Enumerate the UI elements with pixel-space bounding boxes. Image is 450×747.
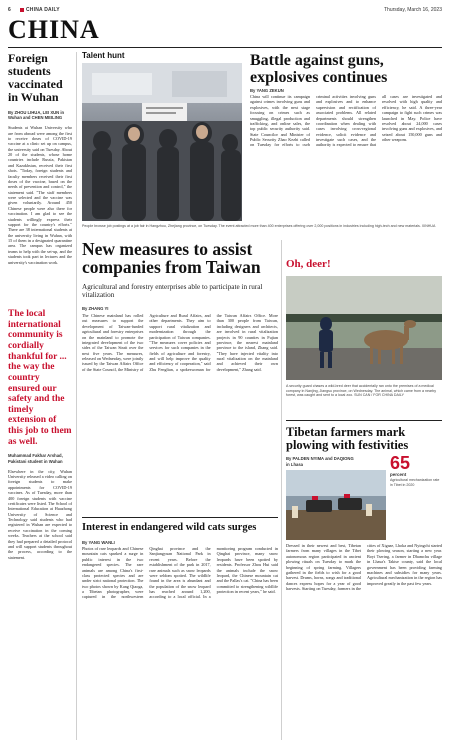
deer-photo [286,276,442,380]
tibetan-byline: By PALDEN NYIMA and DAQIONG in Lhasa [286,456,354,467]
battle-body: China will continue its campaign against crimes involving guns and explosives, with the next stage focusing on crimes such as smuggling, illegal production and trafficking, and online sales, the top public security authority said. State Councilor and Minister of Public Security Zhao Kezhi called on Tuesday for efforts to curb criminal activities involving guns and explosives and to enhance supervision and rectification of associated problems. All related departments should strengthen coordination when dealing with cases involving cross-regional evidence, solicit evidence and investigate such cases, and the authority is expected to ensure that all cases are investigated and resolved with high quality and efficiency, he said. A three-year campaign to fight such crimes was launched in May. Police have resolved about 24,000 cases involving guns and explosives, and seized about 150,000 guns and other weapons. [250,94,442,148]
tibetan-body: Dressed in their newest and best, Tibetan farmers from many villages in the Tibet autonomous region participated in ancient plowing rituals on Tuesday to mark the beginning of spring farming. Villagers gathered in the fields to wish for a good harvest. Drums, horns, songs and traditional dances express hopes for a year of good harvests. Starting on Tuesday, farmers in the cities of Xigaze, Lhoka and Nyingchi started their plowing season, starting a new year. Boyi Tsering, a farmer in Dhamchu village in Lhasa's Taktse county, said the local government has been providing farming machines and subsidies for many years. Agricultural mechanization in the region has improved greatly in the past few years. [286,543,442,591]
battle-bottom-rule [286,420,442,421]
section-rule [8,47,442,48]
job-fair-photo [82,63,242,221]
foreign-students-byline: By ZHOU LIHUA, LEI XUN in Wuhan and CHEN MEILING [8,109,65,121]
foreign-students-body: Students at Wuhan University who are from abroad were among the first to receive doses of COVID-19 vaccine at a clinic set up on campus, the university said on Tuesday. About 20 of the students, whose home countries include Russia, Pakistan and Kazakhstan, received their first shots. "Today, foreign students and faculty members received their first doses of the vaccine, based on the needs of prevention and control," the statement said. "The staff members were selected and the vaccine was given voluntarily. Around 450 Chinese people were also there for vaccination. I am glad to see the students willingly express their support for the country's efforts." There are 38 international students at the university living in Wuhan, with 15 of them in a designated quarantine area. The campus has organized teams to help with the set-up, and the students took part in lectures and the university's vaccination work. [8,125,72,265]
companies-body: The Chinese mainland has rolled out measures to support the development of Taiwan-funded agricultural and forestry enterprises on the mainland to promote the integrated development of the two sides of the Taiwan Strait over the next five years. The measures, released on Wednesday, were jointly issued by the Taiwan Affairs Office of the State Council, the Ministry of Agriculture and Rural Affairs, and other departments. They aim to support rural vitalization and modernization through the participation of Taiwan companies. "The measures cover policies and services for such companies in the fields of agriculture and forestry, and will help improve the quality and efficiency of cooperation," said Zhu Fenglian, a spokeswoman for the Taiwan Affairs Office. More than 300 people from Taiwan, including designers and architects, are involved in rural vitalization projects in 90 counties in Fujian province, the nearest mainland province to the island, Zhang said. "They have injected vitality into rural vitalization on the mainland and achieved their own development," Zhang said. [82,313,278,372]
stat-unit: percent [390,472,407,477]
companies-byline: By ZHANG YI [82,306,109,311]
battle-byline: By YANG ZEKUN [250,88,284,93]
talent-hunt-caption: People browse job postings at a job fair in Hangzhou, Zhejiang province, on Tuesday. The event attracted more than 400 enterprises offering over 2,000 positions in industries including high-tech and new materials. XINHUA [82,224,436,228]
foreign-students-body-continued: Elsewhere in the city, Wuhan University released a video calling on foreign students to make appointments for COVID-19 vaccines. As of Tuesday, more than 400 foreign students with vaccine certificates were listed. The School of International Education at Huazhong University of Science and Technology said students who had registered in Wuhan are expected to receive vaccination in the coming weeks. Teachers at the school said they had prepared a detailed protocol and will support students throughout the process, according to the statement. [8,468,72,560]
stat-description: Agricultural mechanization rate in Tibet in 2020 [390,478,440,487]
battle-headline: Battle against guns, explosives continues [250,52,388,86]
tibetan-headline: Tibetan farmers mark plowing with festivities [286,425,409,453]
foreign-students-pull-quote: The local international community is cordially thankful for ... the way the country ensured our safety and the timely extension of this job to them as well. [8,309,72,447]
stat-box [390,454,442,487]
publication-name: CHINA DAILY [20,7,60,13]
stat-value: 65 [390,453,411,473]
endangered-body: Photos of rare leopards and Chinese mountain cats sparked a surge in public interest in the two endangered species. The rare animals are among China's first-class protected species and are under strict national protection. The two photos shown by Kang Qiaoga, a Tibetan photographer, were captured in the northwestern Qinghai province and the Sanjiangyuan National Park in recent years. Before the establishment of the park in 2017, rare animals such as snow leopards were seldom spotted. The wildlife found in the area is abundant and the population of the snow leopard has reached around 1,200, according to a local official. In a monitoring program conducted in Qinghai province, many snow leopards have been spotted by residents. Professor Zhou Hui said the animals include the snow leopard, the Chinese mountain cat and the Pallas's cat. "China has been committed to strengthening wildlife protection in recent years," he said. [82,546,278,600]
pull-quote-attribution: Muhammad Fakhar Arshad, Pakistani student in Wuhan [8,453,63,464]
section-title: CHINA [8,15,100,44]
talent-hunt-kicker: Talent hunt [82,51,125,60]
page-number: 6 [8,7,11,13]
endangered-headline: Interest in endangered wild cats surges [82,522,257,533]
foreign-students-headline: Foreign students vaccinated in Wuhan [8,51,63,104]
deer-photo-caption: A security guard chases a wild-bred deer that accidentally ran onto the premises of a medical company in Nanjing, Jiangsu province, on Wednesday. The animal, which came from a nearby forest, was caught and sent to a local zoo. SUN CAN / FOR CHINA DAILY [286,384,437,398]
foreign-students-article [8,52,72,697]
china-daily-logo-icon [20,8,24,12]
issue-date: Thursday, March 16, 2023 [384,7,442,13]
oh-deer-title: Oh, deer! [286,258,331,270]
column-divider [76,52,77,740]
companies-deck: Agricultural and forestry enterprises able to participate in rural vitalization [82,283,263,300]
column-divider-middle [281,240,282,740]
companies-headline: New measures to assist companies from Taiwan [82,239,261,278]
endangered-byline: By YANG WANLI [82,540,115,545]
plowing-photo [286,470,386,540]
companies-bottom-rule [82,517,278,518]
